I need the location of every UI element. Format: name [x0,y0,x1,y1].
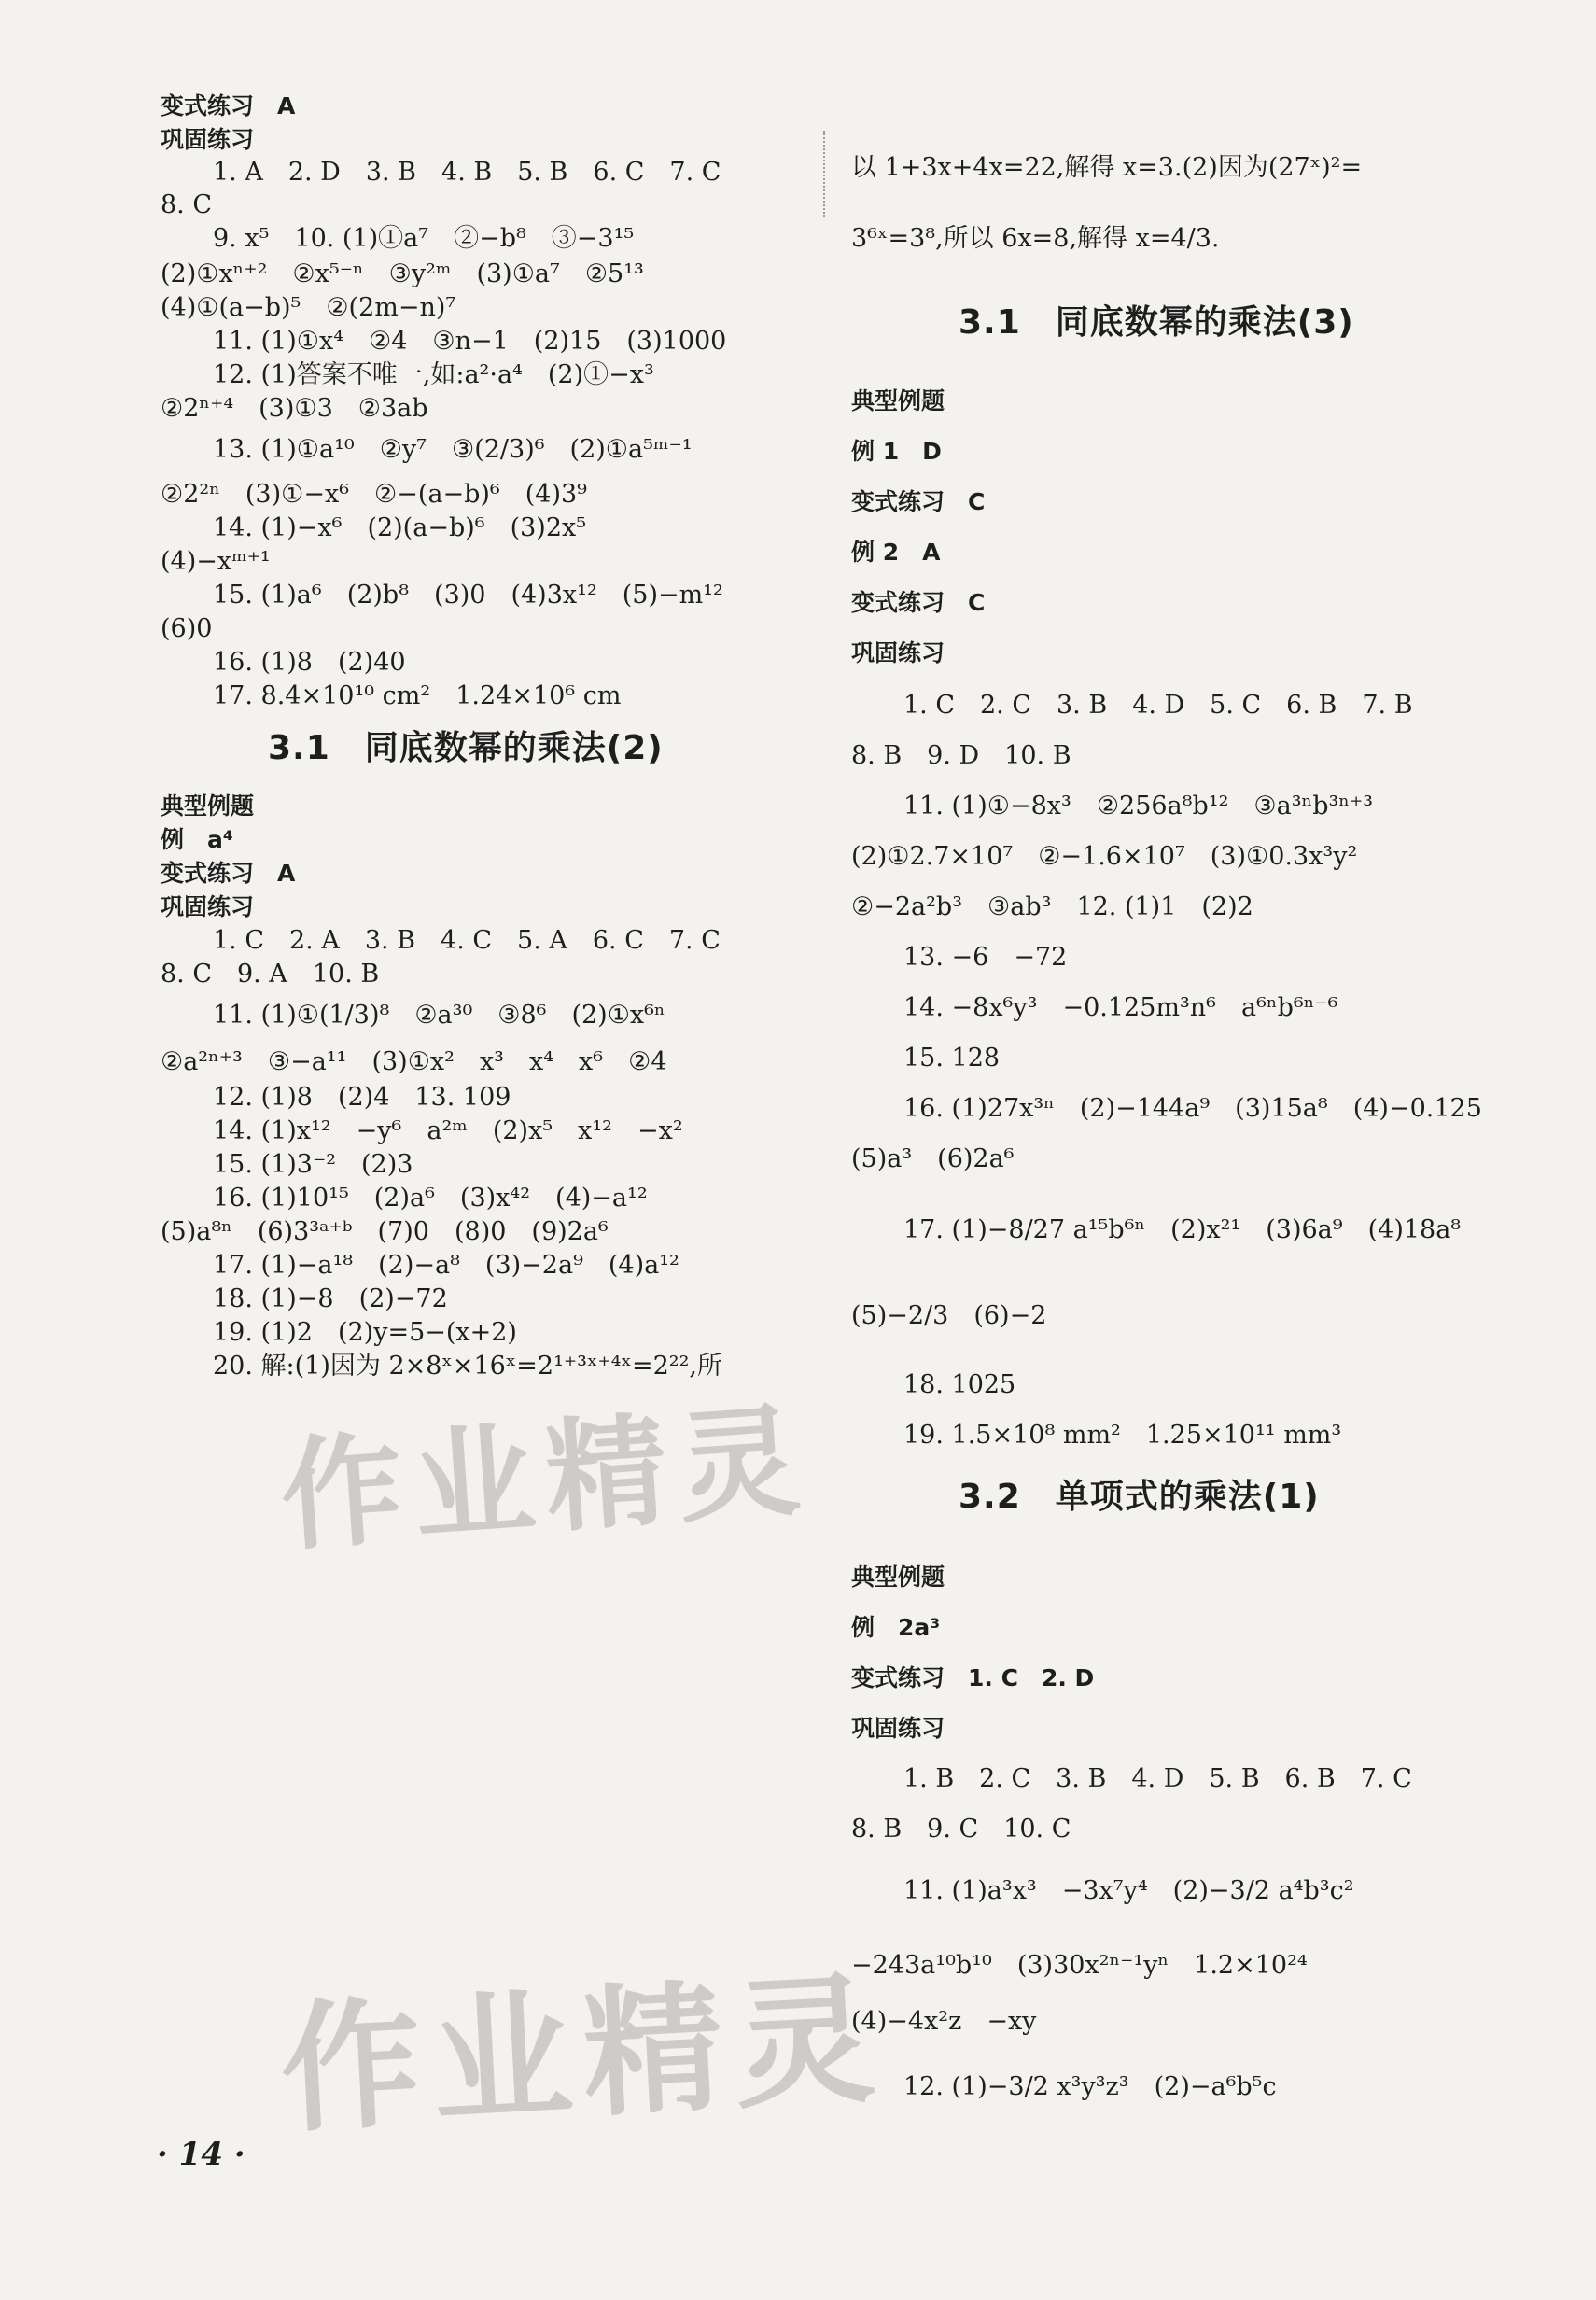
text-line: 14. (1)−x⁶ (2)(a−b)⁶ (3)2x⁵ [213,513,587,542]
text-line: 1. C 2. A 3. B 4. C 5. A 6. C 7. C [213,926,721,955]
text-line: 8. B 9. D 10. B [851,741,1071,770]
text-line: 15. (1)a⁶ (2)b⁸ (3)0 (4)3x¹² (5)−m¹² [213,581,723,610]
text-line: (6)0 [161,614,213,643]
watermark: 作业精灵 [276,1389,816,1568]
text-line: (4)−4x²z −xy [851,2007,1037,2036]
section-subheading: 典型例题 [161,792,255,820]
text-line: 12. (1)−3/2 x³y³z³ (2)−a⁶b⁵c [903,2072,1277,2101]
text-line: 变式练习 A [161,860,296,887]
section-subheading: 典型例题 [851,387,945,414]
text-line: 例 1 D [851,438,942,465]
text-line: 13. (1)①a¹⁰ ②y⁷ ③(2/3)⁶ (2)①a⁵ᵐ⁻¹ [213,435,693,464]
section-subheading: 巩固练习 [161,893,255,920]
text-line: 11. (1)①x⁴ ②4 ③n−1 (2)15 (3)1000 [213,327,727,356]
text-line: (2)①xⁿ⁺² ②x⁵⁻ⁿ ③y²ᵐ (3)①a⁷ ②5¹³ [161,259,644,288]
text-line: 11. (1)a³x³ −3x⁷y⁴ (2)−3/2 a⁴b³c² [903,1876,1354,1905]
text-line: (5)−2/3 (6)−2 [851,1301,1047,1330]
text-line: 18. 1025 [903,1370,1016,1399]
text-line: (5)a³ (6)2a⁶ [851,1144,1015,1173]
text-line: ②2ⁿ⁺⁴ (3)①3 ②3ab [161,394,428,423]
section-title: 3.2 单项式的乘法(1) [959,1478,1320,1516]
text-line: 11. (1)①−8x³ ②256a⁸b¹² ③a³ⁿb³ⁿ⁺³ [903,792,1374,820]
text-line: 15. (1)3⁻² (2)3 [213,1150,413,1179]
text-line: (4)−xᵐ⁺¹ [161,547,271,576]
text-line: 8. B 9. C 10. C [851,1815,1071,1844]
text-line: 以 1+3x+4x=22,解得 x=3.(2)因为(27ˣ)²= [851,153,1363,182]
text-line: (5)a⁸ⁿ (6)3³ᵃ⁺ᵇ (7)0 (8)0 (9)2a⁶ [161,1217,609,1246]
text-line: 变式练习 1. C 2. D [851,1664,1095,1691]
text-line: 16. (1)10¹⁵ (2)a⁶ (3)x⁴² (4)−a¹² [213,1184,648,1213]
text-line: 1. B 2. C 3. B 4. D 5. B 6. B 7. C [903,1764,1412,1793]
text-line: 变式练习 A [161,92,296,119]
text-line: 例 2a³ [851,1614,941,1641]
text-line: 15. 128 [903,1044,1001,1073]
text-line: 9. x⁵ 10. (1)①a⁷ ②−b⁸ ③−3¹⁵ [213,224,635,253]
text-line: ②a²ⁿ⁺³ ③−a¹¹ (3)①x² x³ x⁴ x⁶ ②4 [161,1047,667,1076]
text-line: 14. −8x⁶y³ −0.125m³n⁶ a⁶ⁿb⁶ⁿ⁻⁶ [903,993,1338,1022]
text-line: 19. (1)2 (2)y=5−(x+2) [213,1318,517,1347]
section-title: 3.1 同底数幂的乘法(3) [959,303,1354,342]
text-line: 3⁶ˣ=3⁸,所以 6x=8,解得 x=4/3. [851,224,1220,253]
section-subheading: 典型例题 [851,1564,945,1591]
text-line: 16. (1)8 (2)40 [213,648,406,677]
text-line: 12. (1)答案不唯一,如:a²·a⁴ (2)①−x³ [213,360,654,389]
text-line: (4)①(a−b)⁵ ②(2m−n)⁷ [161,293,456,322]
section-subheading: 巩固练习 [851,1715,945,1742]
text-line: 例 a⁴ [161,826,233,853]
text-line: ②2²ⁿ (3)①−x⁶ ②−(a−b)⁶ (4)3⁹ [161,480,587,509]
text-line: −243a¹⁰b¹⁰ (3)30x²ⁿ⁻¹yⁿ 1.2×10²⁴ [851,1951,1308,1980]
text-line: 1. A 2. D 3. B 4. B 5. B 6. C 7. C [213,158,721,187]
section-subheading: 巩固练习 [161,126,255,153]
text-line: 14. (1)x¹² −y⁶ a²ᵐ (2)x⁵ x¹² −x² [213,1116,683,1145]
text-line: 17. (1)−8/27 a¹⁵b⁶ⁿ (2)x²¹ (3)6a⁹ (4)18a⁸ [903,1215,1462,1244]
watermark: 作业精灵 [276,1958,889,2153]
column-divider [823,131,825,217]
text-line: (2)①2.7×10⁷ ②−1.6×10⁷ (3)①0.3x³y² [851,842,1358,871]
text-line: 12. (1)8 (2)4 13. 109 [213,1083,511,1112]
page-number: · 14 · [157,2136,245,2173]
text-line: 19. 1.5×10⁸ mm² 1.25×10¹¹ mm³ [903,1421,1342,1450]
text-line: 13. −6 −72 [903,943,1068,972]
text-line: 16. (1)27x³ⁿ (2)−144a⁹ (3)15a⁸ (4)−0.125 [903,1094,1482,1123]
text-line: 变式练习 C [851,589,986,616]
text-line: 20. 解:(1)因为 2×8ˣ×16ˣ=2¹⁺³ˣ⁺⁴ˣ=2²²,所 [213,1352,722,1381]
text-line: 例 2 A [851,539,941,566]
text-line: 8. C 9. A 10. B [161,960,380,989]
text-line: 17. (1)−a¹⁸ (2)−a⁸ (3)−2a⁹ (4)a¹² [213,1251,679,1280]
text-line: 18. (1)−8 (2)−72 [213,1284,448,1313]
section-title: 3.1 同底数幂的乘法(2) [268,729,664,767]
text-line: 变式练习 C [851,488,986,515]
text-line: 8. C [161,190,213,219]
text-line: 11. (1)①(1/3)⁸ ②a³⁰ ③8⁶ (2)①x⁶ⁿ [213,1001,665,1030]
section-subheading: 巩固练习 [851,639,945,666]
text-line: 17. 8.4×10¹⁰ cm² 1.24×10⁶ cm [213,681,622,710]
text-line: ②−2a²b³ ③ab³ 12. (1)1 (2)2 [851,892,1253,921]
text-line: 1. C 2. C 3. B 4. D 5. C 6. B 7. B [903,691,1413,720]
